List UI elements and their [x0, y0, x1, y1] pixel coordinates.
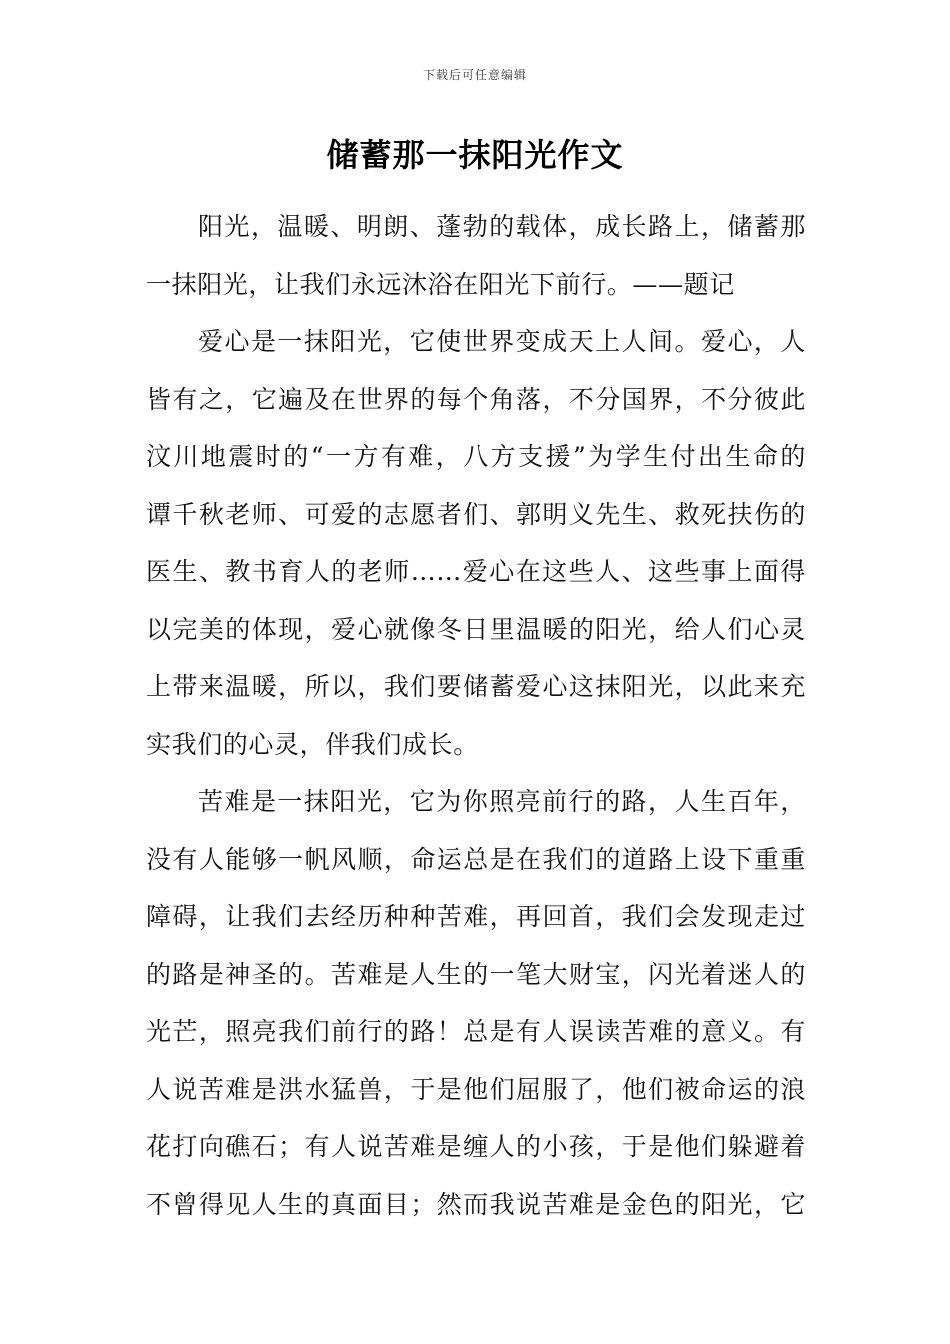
page-title: 储蓄那一抹阳光作文 [326, 136, 624, 174]
essay-body [146, 198, 806, 1233]
text-line: 以完美的体现，爱心就像冬日里温暖的阳光，给人们心灵 [146, 614, 806, 644]
text-line: 阳光，温暖、明朗、蓬勃的载体，成长路上，储蓄那 [198, 212, 806, 241]
text-line: 皆有之，它遍及在世界的每个角落，不分国界，不分彼此 [146, 384, 806, 414]
text-line: 苦难是一抹阳光，它为你照亮前行的路，人生百年， [198, 787, 806, 816]
text-line: 的路是神圣的。苦难是人生的一笔大财宝，闪光着迷人的 [146, 959, 806, 989]
header-note: 下载后可任意编辑 [422, 68, 527, 82]
text-line: 没有人能够一帆风顺，命运总是在我们的道路上设下重重 [146, 844, 806, 874]
text-line: 爱心是一抹阳光，它使世界变成天上人间。爱心，人 [198, 327, 806, 356]
text-line: 花打向礁石；有人说苦难是缠人的小孩，于是他们躲避着 [146, 1132, 806, 1161]
text-line: 谭千秋老师、可爱的志愿者们、郭明义先生、救死扶伤的 [146, 499, 806, 529]
text-line: 医生、教书育人的老师……爱心在这些人、这些事上面得 [146, 557, 806, 586]
text-line: 光芒，照亮我们前行的路！总是有人误读苦难的意义。有 [146, 1017, 806, 1046]
text-line: 障碍，让我们去经历种种苦难，再回首，我们会发现走过 [146, 902, 806, 931]
text-line: 人说苦难是洪水猛兽，于是他们屈服了，他们被命运的浪 [146, 1074, 806, 1104]
text-line: 汶川地震时的“一方有难，八方支援”为学生付出生命的 [146, 442, 806, 471]
text-line: 一抹阳光，让我们永远沐浴在阳光下前行。——题记 [146, 269, 735, 299]
text-line: 不曾得见人生的真面目；然而我说苦难是金色的阳光，它 [146, 1189, 806, 1219]
text-line: 上带来温暖，所以，我们要储蓄爱心这抹阳光，以此来充 [146, 672, 806, 701]
text-line: 实我们的心灵，伴我们成长。 [146, 729, 479, 759]
